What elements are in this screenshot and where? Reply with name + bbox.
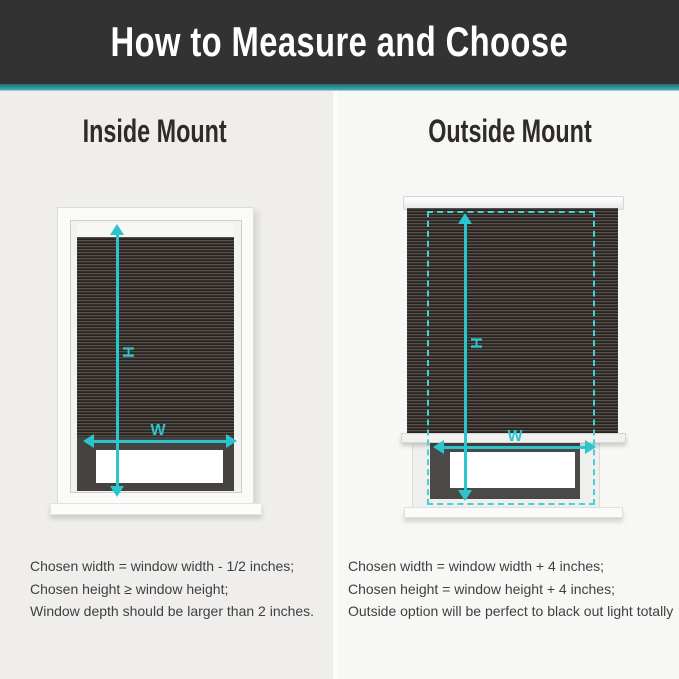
note-line: Chosen height = window height + 4 inches;: [348, 580, 615, 597]
outside-mount-heading: Outside Mount: [427, 113, 592, 149]
inside-width-arrowhead-right-icon: [226, 434, 237, 448]
dashed-measure-outline: [427, 211, 595, 505]
inside-width-arrow-line: [91, 440, 229, 443]
outside-window-sill: [404, 507, 623, 518]
note-line: Chosen height ≥ window height;: [30, 580, 229, 597]
header-banner: [0, 0, 679, 84]
accent-divider-strip: [0, 84, 679, 91]
outside-width-label: W: [507, 428, 523, 445]
inside-window-valance: [77, 223, 234, 238]
inside-blind-shade: [77, 237, 234, 437]
page-title: How to Measure and Choose: [110, 18, 569, 65]
inside-width-arrowhead-left-icon: [83, 434, 94, 448]
inside-width-label: W: [150, 422, 166, 439]
note-line: Chosen width = window width - 1/2 inches;: [30, 558, 295, 574]
inside-height-label: H: [118, 346, 136, 358]
outside-height-arrow-line: [464, 221, 467, 492]
outside-height-arrowhead-down-icon: [458, 490, 472, 501]
inside-height-arrowhead-up-icon: [110, 224, 124, 235]
inside-height-arrowhead-down-icon: [110, 486, 124, 497]
inside-mount-heading: Inside Mount: [82, 113, 228, 149]
inside-window-sill: [50, 503, 262, 515]
inside-height-arrow-line: [116, 232, 119, 488]
note-line: Chosen width = window width + 4 inches;: [348, 558, 605, 574]
note-line: Outside option will be perfect to black out light totally: [348, 603, 674, 619]
outside-height-arrowhead-up-icon: [458, 213, 472, 224]
note-line: Window depth should be larger than 2 inches.: [30, 603, 315, 619]
inside-mount-notes: [30, 555, 330, 623]
outside-width-arrowhead-left-icon: [433, 440, 444, 454]
outside-width-arrowhead-right-icon: [585, 440, 596, 454]
outside-width-arrow-line: [441, 446, 588, 449]
outside-mount-notes: [348, 555, 678, 623]
outside-height-label: H: [466, 337, 484, 349]
